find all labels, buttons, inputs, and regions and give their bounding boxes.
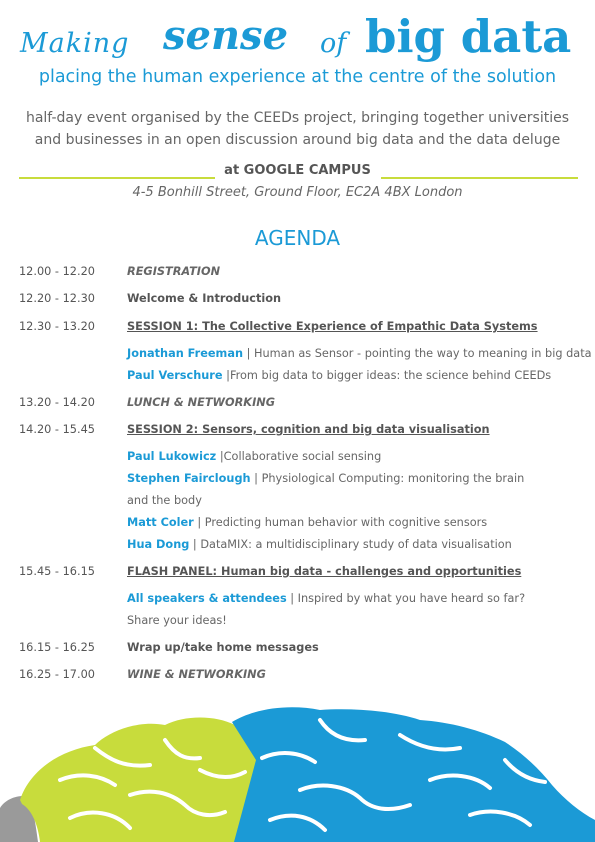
event-description bbox=[0, 107, 595, 151]
activity-2: Welcome & Introduction bbox=[127, 292, 282, 305]
title-of: of bbox=[320, 28, 347, 59]
time-3: 12.30 - 13.20 bbox=[19, 320, 95, 333]
brain-blue-lobe bbox=[232, 707, 595, 842]
activity-4: LUNCH & NETWORKING bbox=[127, 396, 275, 409]
speaker-name: Matt Coler bbox=[127, 516, 194, 529]
time-5: 14.20 - 15.45 bbox=[19, 423, 95, 436]
time-6: 15.45 - 16.15 bbox=[19, 565, 95, 578]
talk-item bbox=[127, 472, 524, 485]
activity-5: SESSION 2: Sensors, cognition and big data visualisation bbox=[127, 423, 490, 436]
talk-title: | Human as Sensor - pointing the way to meaning in big data bbox=[243, 347, 592, 360]
activity-7: Wrap up/take home messages bbox=[127, 641, 319, 654]
time-7: 16.15 - 16.25 bbox=[19, 641, 95, 654]
talk-title: | DataMIX: a multidisciplinary study of data visualisation bbox=[189, 538, 512, 551]
activity-1: REGISTRATION bbox=[127, 265, 221, 278]
talk-title: | Physiological Computing: monitoring the brain bbox=[250, 472, 525, 485]
title-making: Making bbox=[20, 28, 130, 59]
talk-title: | Inspired by what you have heard so far? bbox=[286, 592, 526, 605]
time-1: 12.00 - 12.20 bbox=[19, 265, 95, 278]
speaker-name: Stephen Fairclough bbox=[127, 472, 251, 485]
speaker-name: Paul Verschure bbox=[127, 369, 223, 382]
brain-illustration bbox=[0, 700, 595, 842]
speaker-name: Paul Lukowicz bbox=[127, 450, 217, 463]
talk-item bbox=[127, 369, 551, 382]
venue: at GOOGLE CAMPUS bbox=[224, 163, 371, 178]
speaker-name: Hua Dong bbox=[127, 538, 190, 551]
talk-title-continued: Share your ideas! bbox=[127, 614, 227, 627]
speaker-name: All speakers & attendees bbox=[127, 592, 287, 605]
talk-item bbox=[127, 592, 525, 605]
talk-item bbox=[127, 450, 381, 463]
talk-item bbox=[127, 347, 592, 360]
talk-item bbox=[127, 516, 487, 529]
description-line-2: and businesses in an open discussion around big data and the data deluge bbox=[34, 132, 561, 148]
talk-title-continued: and the body bbox=[127, 494, 202, 507]
talk-title: |Collaborative social sensing bbox=[216, 450, 382, 463]
venue-divider-right bbox=[381, 177, 578, 179]
speaker-name: Jonathan Freeman bbox=[127, 347, 243, 360]
time-8: 16.25 - 17.00 bbox=[19, 668, 95, 681]
time-4: 13.20 - 14.20 bbox=[19, 396, 95, 409]
time-2: 12.20 - 12.30 bbox=[19, 292, 95, 305]
venue-address: 4-5 Bonhill Street, Ground Floor, EC2A 4BX London bbox=[132, 185, 463, 200]
event-subtitle: placing the human experience at the centre of the solution bbox=[38, 67, 557, 87]
talk-title: | Predicting human behavior with cognitive sensors bbox=[193, 516, 488, 529]
activity-6: FLASH PANEL: Human big data - challenges and opportunities bbox=[127, 565, 522, 578]
title-sense: sense bbox=[163, 12, 289, 59]
brain-lime-lobe bbox=[20, 718, 262, 842]
talk-item bbox=[127, 538, 512, 551]
activity-3: SESSION 1: The Collective Experience of Empathic Data Systems bbox=[127, 320, 538, 333]
activity-8: WINE & NETWORKING bbox=[127, 668, 266, 681]
agenda-heading: AGENDA bbox=[254, 226, 341, 250]
event-title bbox=[0, 8, 595, 70]
title-big-data: big data bbox=[365, 10, 572, 63]
description-line-1: half-day event organised by the CEEDs project, bringing together universities bbox=[25, 110, 570, 126]
talk-title: |From big data to bigger ideas: the science behind CEEDs bbox=[222, 369, 552, 382]
